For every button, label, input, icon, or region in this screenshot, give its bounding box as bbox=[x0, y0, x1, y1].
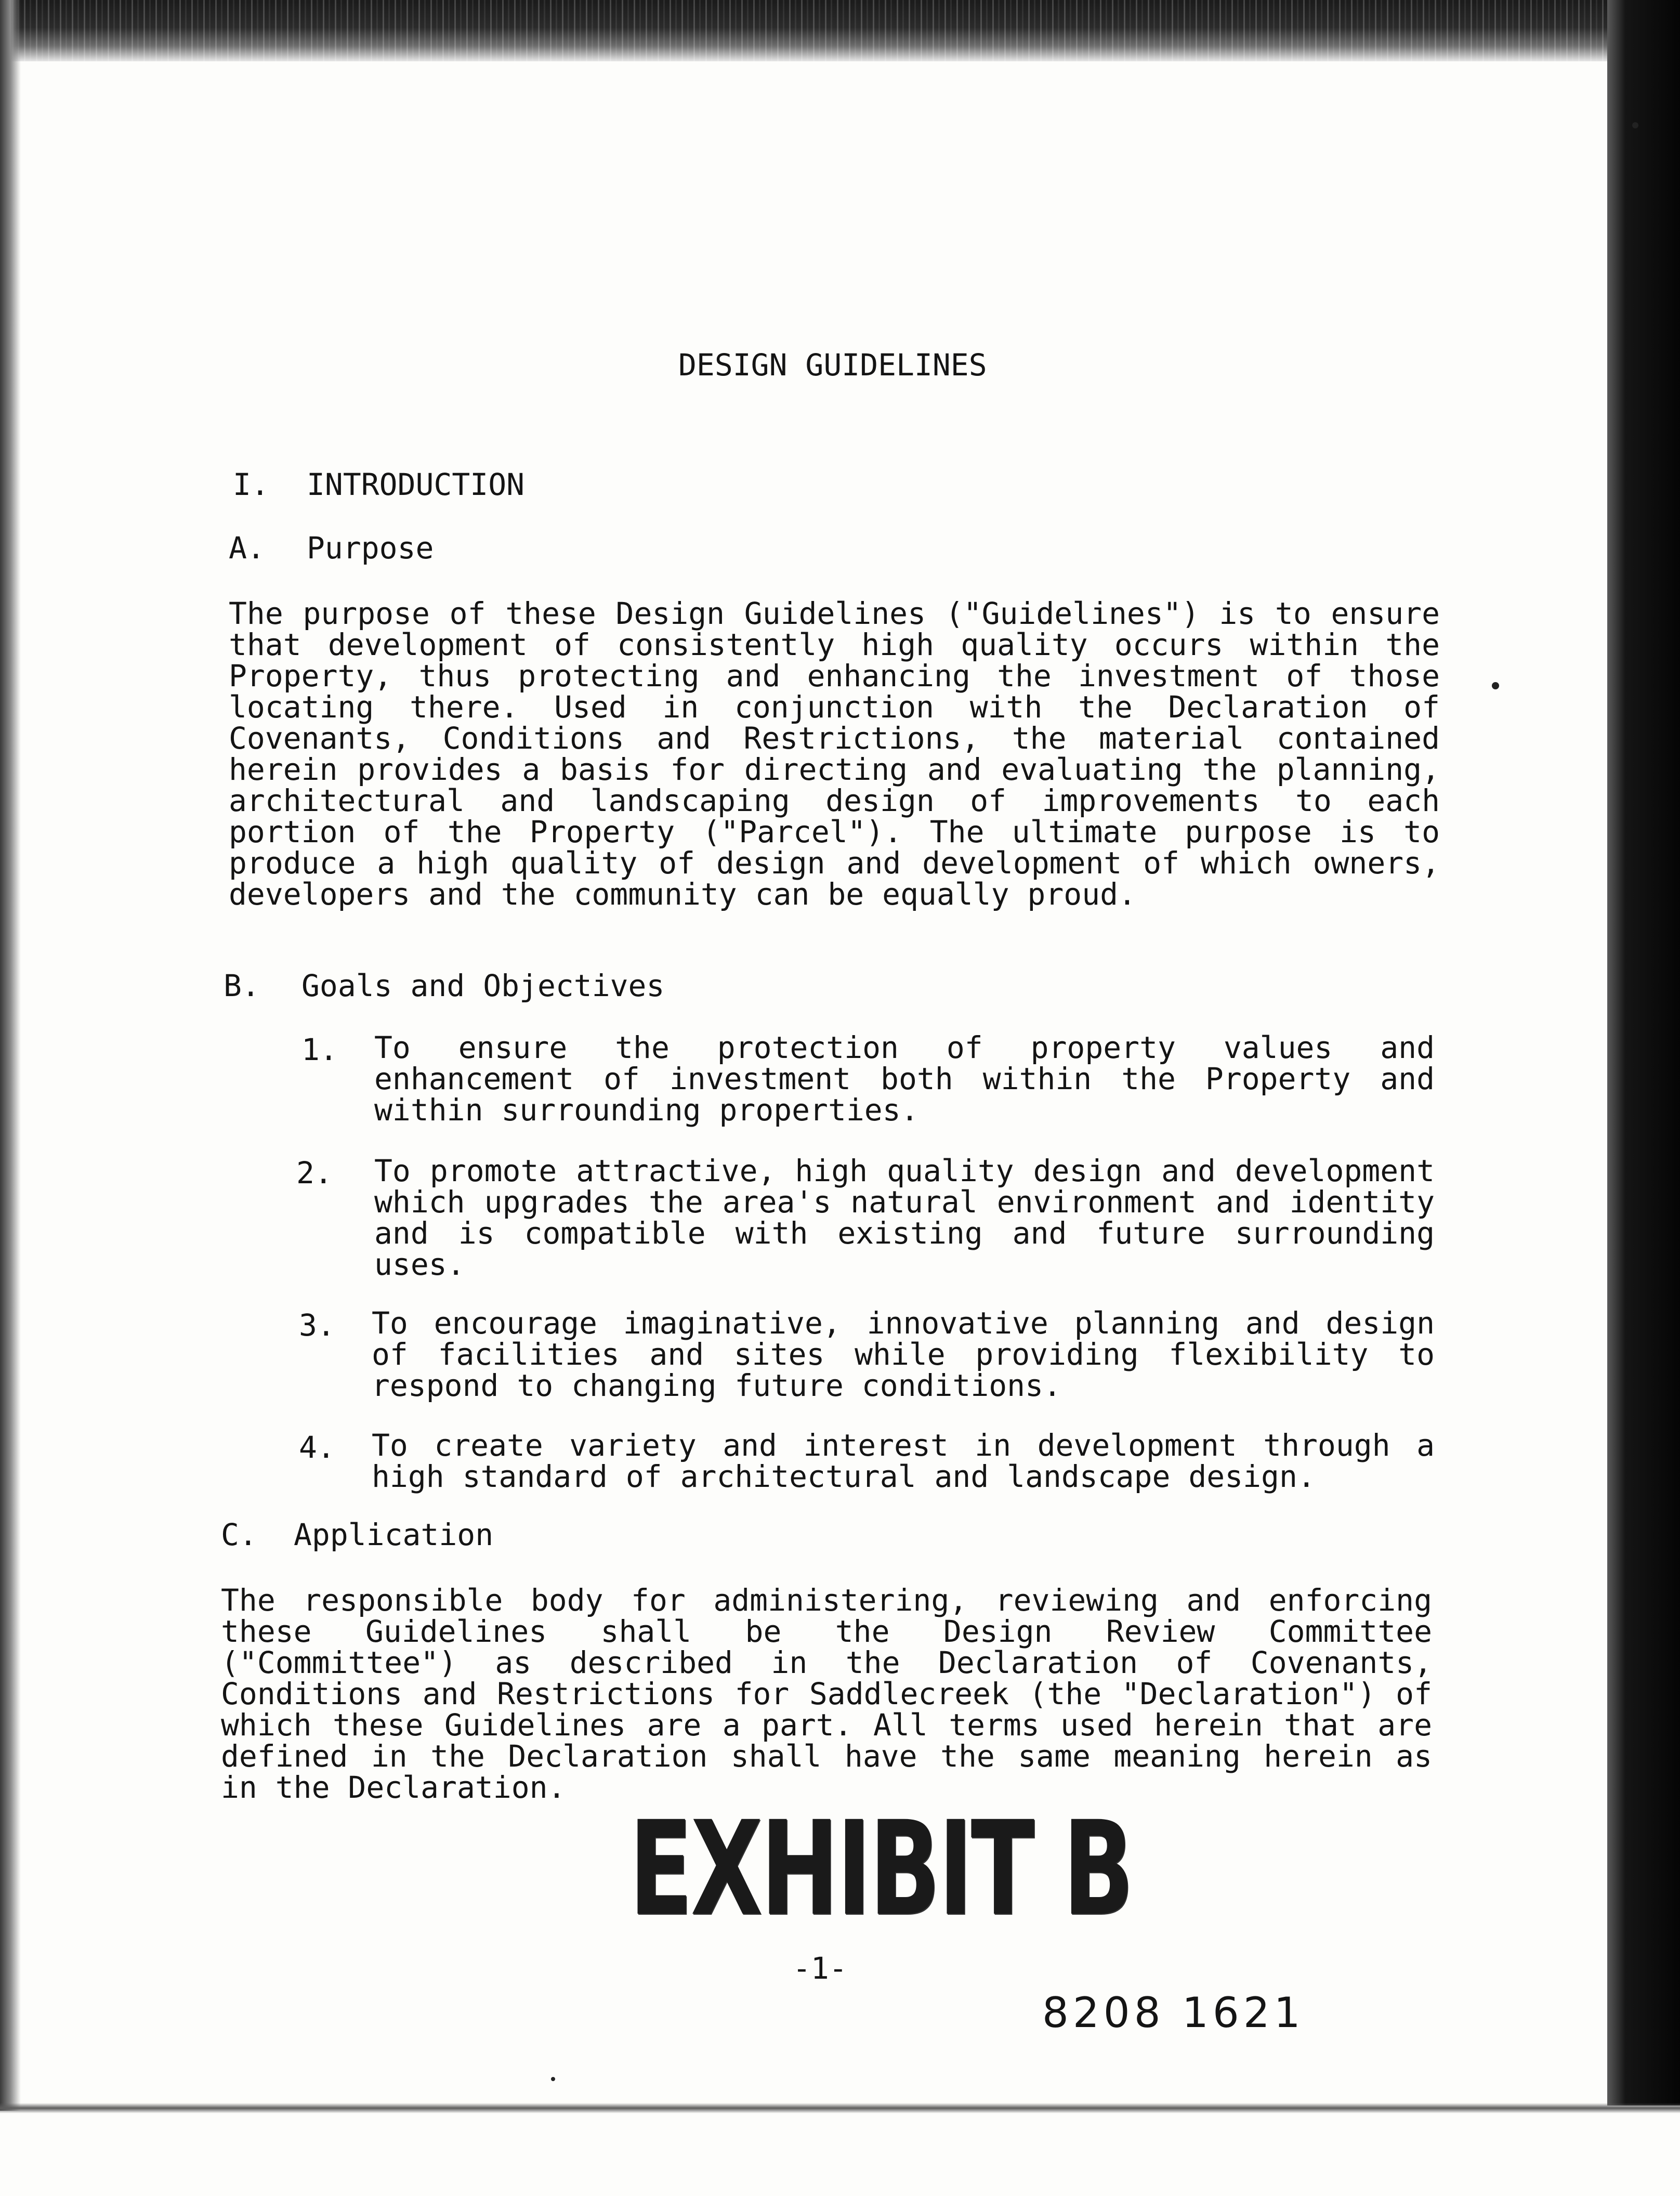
scan-speck bbox=[551, 2077, 555, 2081]
section-a-heading: Purpose bbox=[307, 530, 434, 566]
exhibit-stamp: EXHIBIT B bbox=[629, 1793, 1132, 1944]
goal-number: 4. bbox=[299, 1430, 335, 1465]
goal-number: 1. bbox=[301, 1032, 338, 1067]
scan-edge-bottom bbox=[0, 2103, 1680, 2113]
scan-edge-top bbox=[0, 0, 1680, 61]
application-paragraph: The responsible body for administering, reviewing and enforcing these Guidelines shall be the Design Review Committee ("Committee") as described in the Declaration of Covenants, Conditions and Restrictions for Saddlecreek (the "Declaration") of which these Guidelines are a part. All terms used herein that are defined in the Declaration shall have the same meaning herein as in the Declaration. bbox=[221, 1583, 1432, 1805]
goal-text: To promote attractive, high quality design and development which upgrades the area's natural environment and identity and is compatible with existing and future surrounding uses. bbox=[374, 1153, 1435, 1282]
scan-speck bbox=[1632, 122, 1638, 128]
purpose-paragraph: The purpose of these Design Guidelines ("Guidelines") is to ensure that development of consistently high quality occurs within the Property, thus protecting and enhancing the investment of those locating there. Used in conjunction with the Declaration of Covenants, Conditions and Restrictions, the material contained herein provides a basis for directing and evaluating the planning, architectural and landscaping design of improvements to each portion of the Property ("Parcel"). The ultimate purpose is to produce a high quality of design and development of which owners, developers and the community can be equally proud. bbox=[229, 596, 1440, 912]
section-i-number: I. bbox=[233, 467, 269, 502]
section-c-heading: Application bbox=[294, 1517, 494, 1552]
section-a-letter: A. bbox=[229, 530, 265, 566]
scan-edge-left bbox=[0, 0, 21, 2111]
section-c-letter: C. bbox=[221, 1517, 257, 1552]
page-number: -1- bbox=[793, 1951, 847, 1986]
section-b-heading: Goals and Objectives bbox=[301, 968, 665, 1003]
section-b-letter: B. bbox=[224, 968, 260, 1003]
document-number: 8208 1621 bbox=[1042, 1989, 1305, 2037]
goal-text: To ensure the protection of property values and enhancement of investment both within the Property and within surrounding properties. bbox=[374, 1030, 1435, 1128]
section-i-heading: INTRODUCTION bbox=[307, 467, 525, 502]
goal-text: To encourage imaginative, innovative planning and design of facilities and sites while providing flexibility to respond to changing future conditions. bbox=[372, 1305, 1435, 1403]
scan-edge-right bbox=[1607, 0, 1680, 2106]
document-title: DESIGN GUIDELINES bbox=[678, 347, 987, 383]
scan-speck bbox=[1492, 682, 1499, 689]
goal-number: 2. bbox=[296, 1155, 333, 1191]
goal-number: 3. bbox=[299, 1308, 335, 1343]
goal-text: To create variety and interest in development through a high standard of architectural and landscape design. bbox=[372, 1428, 1435, 1494]
